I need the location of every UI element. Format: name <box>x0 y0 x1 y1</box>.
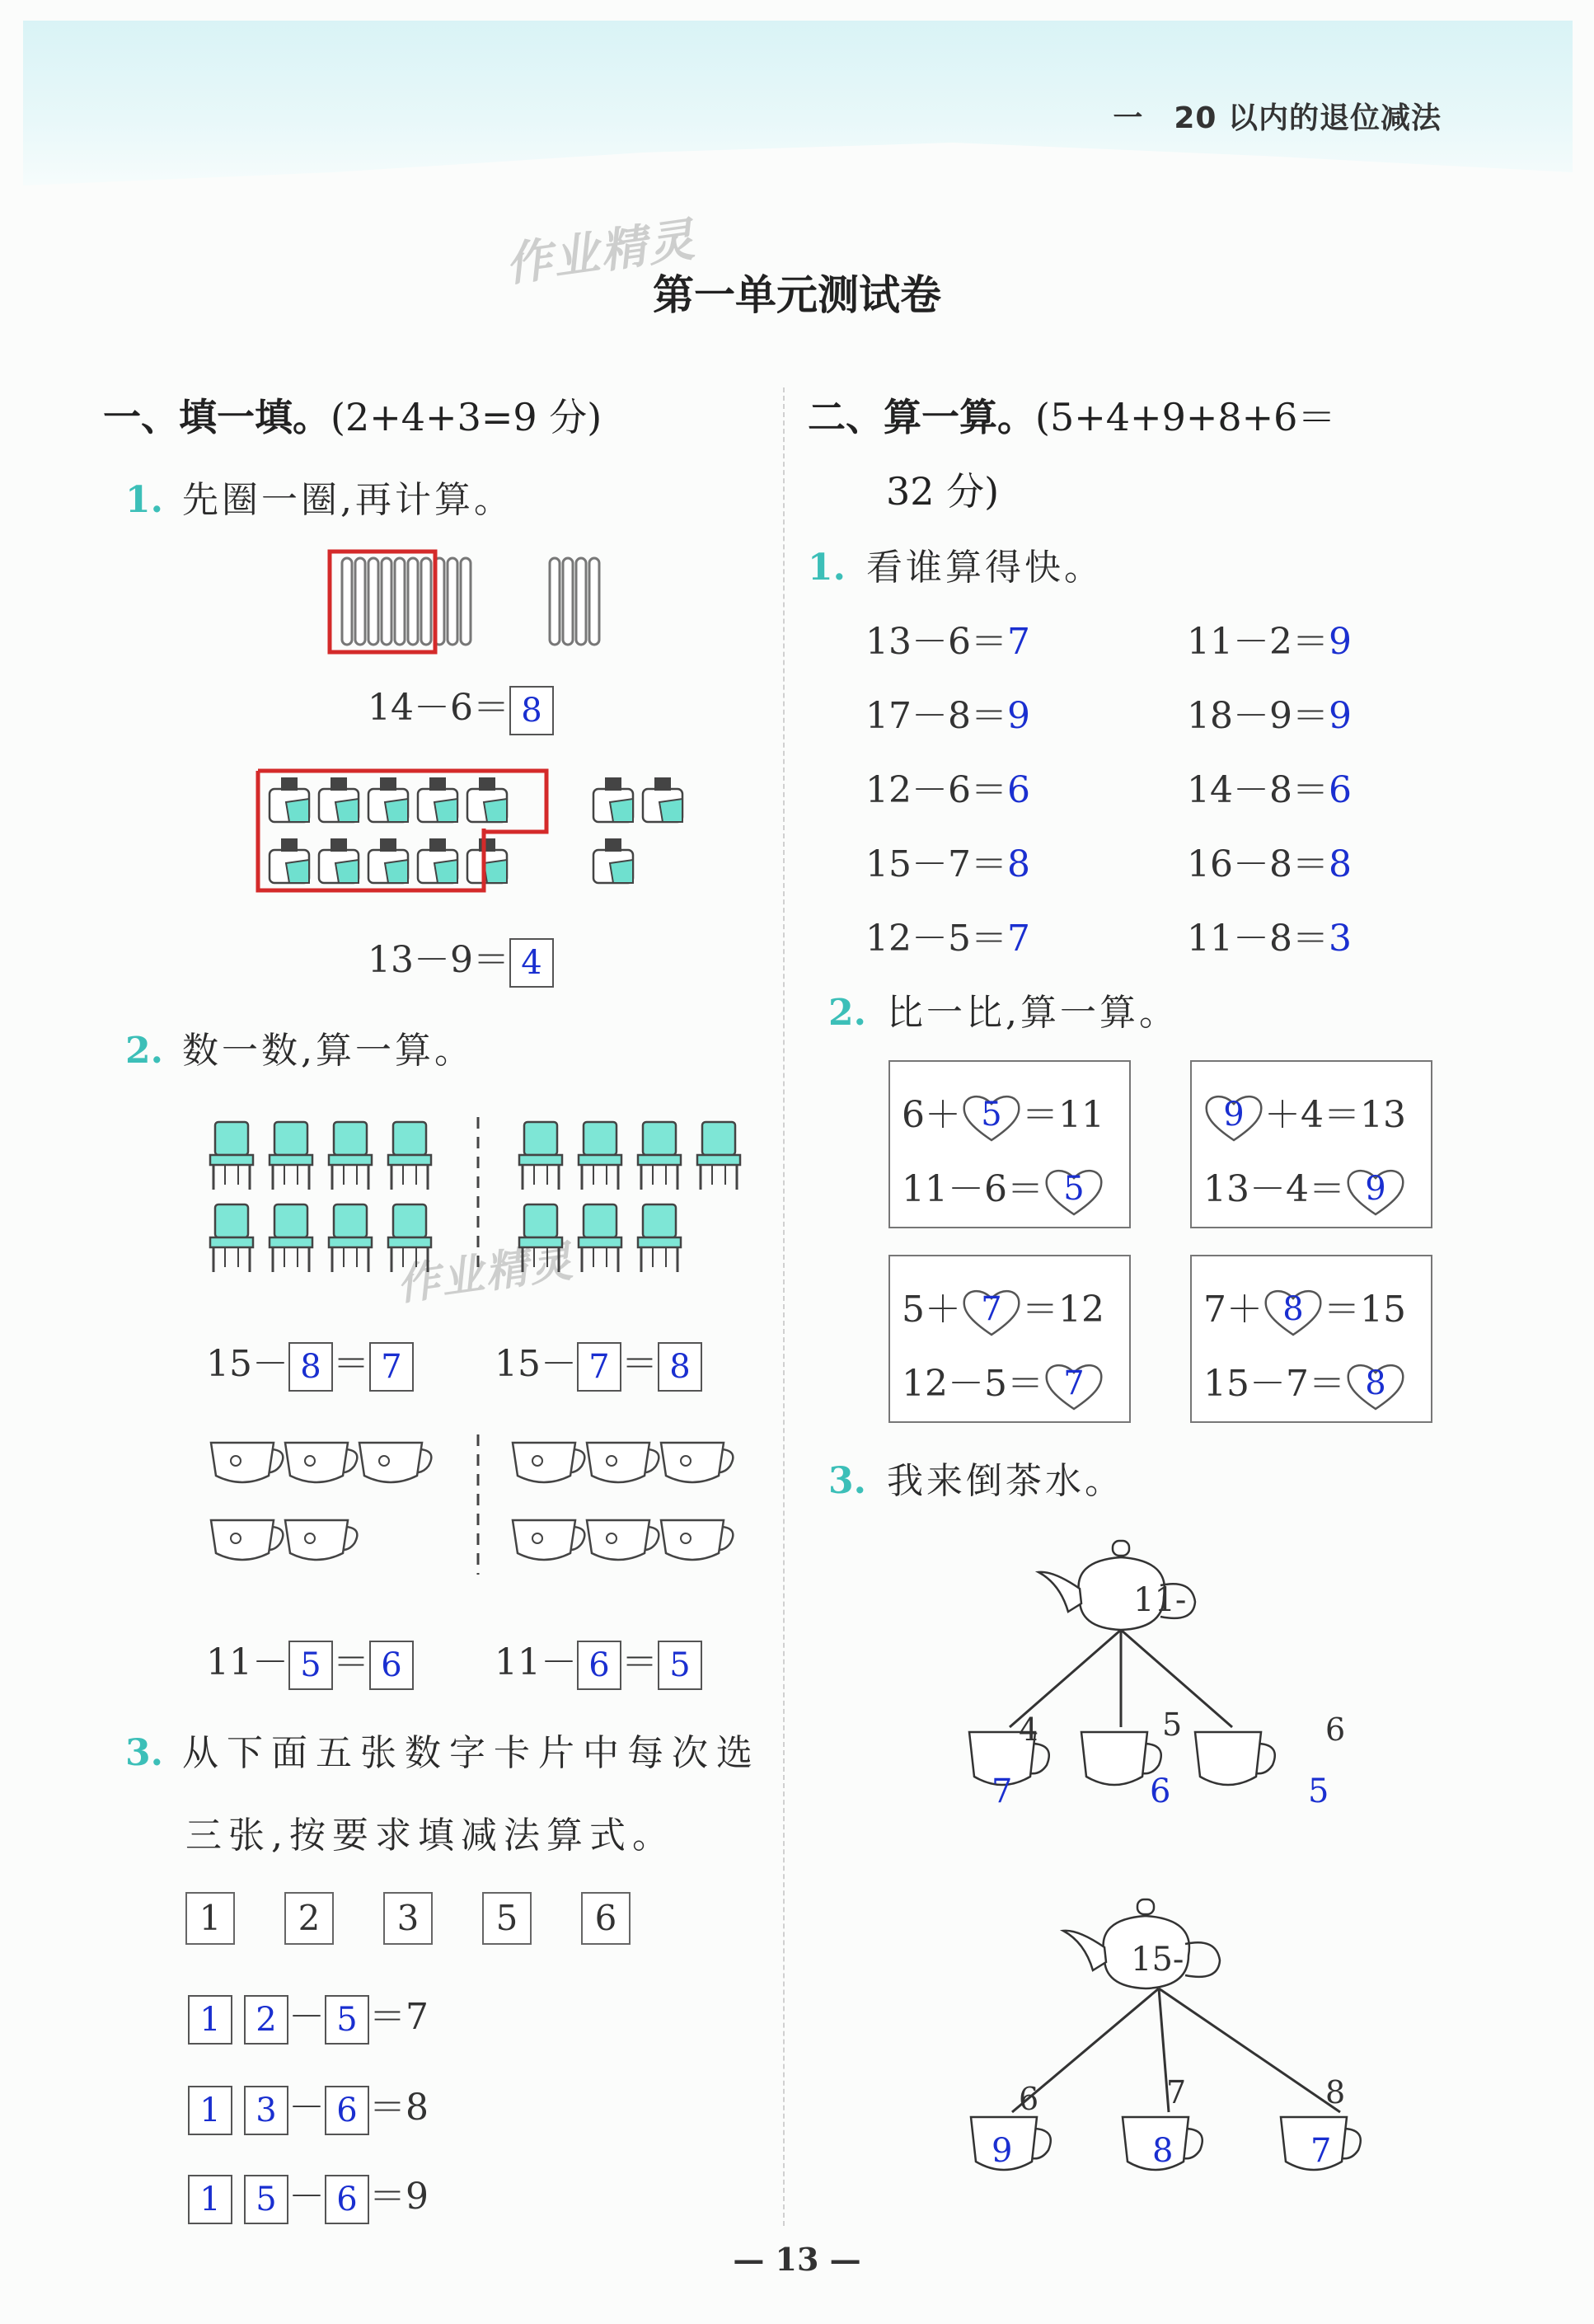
q2-prompt <box>125 1021 474 1073</box>
heart-answer[interactable] <box>1043 1361 1104 1412</box>
calc-row <box>1187 686 1352 739</box>
q1-equation-2 <box>368 930 554 988</box>
cup-answer: 5 <box>1308 1772 1329 1810</box>
compare-text: 7＋ <box>1203 1289 1263 1331</box>
teapot-1-label: 11- <box>1133 1581 1187 1619</box>
branch-label: 8 <box>1325 2074 1346 2110</box>
calc-right-answer: 8 <box>1328 843 1352 885</box>
cups-eq1-box-b[interactable]: 5 <box>288 1641 333 1690</box>
cups-eq2-box-c[interactable]: 5 <box>658 1641 702 1690</box>
cups-equation-2 <box>495 1632 702 1690</box>
calc-row <box>865 760 1030 813</box>
calc-left-expr: 12－6＝ <box>865 769 1007 811</box>
branch-label: 5 <box>1162 1707 1183 1743</box>
cups-eq1-op: ＝ <box>333 1641 369 1683</box>
cups-eq2-op: ＝ <box>621 1641 658 1683</box>
p2-q3-text: 我来倒茶水。 <box>887 1460 1125 1502</box>
heart-answer[interactable] <box>1345 1361 1406 1412</box>
part2-title: 二、算一算。 <box>808 395 1035 439</box>
card-equation-3 <box>188 2167 429 2224</box>
card-eq3-result: ＝9 <box>369 2176 429 2218</box>
unit-title: 第一单元测试卷 <box>653 271 941 319</box>
q3-prompt <box>125 1723 761 1776</box>
p2-q3-number: 3. <box>828 1460 866 1502</box>
p2-q3-prompt <box>828 1451 1124 1504</box>
part2-heading <box>808 387 1335 442</box>
q1-prompt <box>125 470 513 523</box>
compare-text: ＝15 <box>1324 1289 1406 1331</box>
calc-row <box>865 612 1030 664</box>
compare-text: 15－7＝ <box>1203 1363 1345 1405</box>
q2-number: 2. <box>125 1030 163 1072</box>
number-card: 6 <box>581 1892 631 1945</box>
compare-line <box>902 1159 1104 1218</box>
part2-score-line1: (5+4+9+8+6＝ <box>1035 395 1336 439</box>
calc-left-expr: 15－7＝ <box>865 843 1007 885</box>
card-eq3-subtrahend[interactable]: 6 <box>325 2175 369 2224</box>
heart-answer[interactable] <box>1043 1167 1104 1218</box>
card-eq1-result: ＝7 <box>369 1996 429 2038</box>
sticks-illustration <box>326 548 631 655</box>
q3-text-line2: 三张,按要求填减法算式。 <box>185 1815 675 1857</box>
calc-row <box>1187 612 1352 664</box>
compare-text: 5＋ <box>902 1289 961 1331</box>
calc-right-expr: 11－2＝ <box>1187 621 1329 663</box>
compare-text: ＝12 <box>1022 1289 1104 1331</box>
compare-text: ＋4＝13 <box>1264 1094 1406 1136</box>
q1-eq2-expr: 13－9＝ <box>368 939 509 981</box>
calc-right-answer: 3 <box>1328 918 1352 960</box>
calc-row <box>865 686 1030 739</box>
chairs-eq1-box-c[interactable]: 7 <box>369 1342 414 1392</box>
chairs-equation-2 <box>495 1334 702 1392</box>
chairs-eq2-box-b[interactable]: 7 <box>577 1342 621 1392</box>
column-divider <box>783 387 785 2226</box>
compare-line <box>902 1354 1104 1412</box>
heart-answer[interactable] <box>1263 1287 1324 1338</box>
q1-eq1-answer-box[interactable]: 8 <box>509 686 554 735</box>
calc-right-expr: 14－8＝ <box>1187 769 1329 811</box>
calc-right-answer: 9 <box>1328 695 1352 737</box>
card-eq1-digit2[interactable]: 2 <box>244 1995 288 2045</box>
chairs-eq2-op: ＝ <box>621 1343 658 1385</box>
calc-right-answer: 6 <box>1328 769 1352 811</box>
part2-score-line2: 32 分) <box>886 469 1000 514</box>
card-eq2-digit1[interactable]: 1 <box>188 2086 232 2135</box>
heart-answer[interactable] <box>961 1092 1022 1143</box>
card-eq2-result: ＝8 <box>369 2087 429 2129</box>
p2-q1-prompt <box>808 538 1104 590</box>
chairs-eq2-box-c[interactable]: 8 <box>658 1342 702 1392</box>
number-card: 5 <box>482 1892 532 1945</box>
heart-answer[interactable] <box>1203 1092 1264 1143</box>
calc-row <box>865 834 1030 887</box>
number-card: 3 <box>383 1892 433 1945</box>
card-eq3-minus: － <box>288 2176 325 2218</box>
compare-line <box>1203 1279 1406 1338</box>
compare-line <box>1203 1085 1406 1143</box>
p2-q1-number: 1. <box>808 547 846 589</box>
calc-left-expr: 13－6＝ <box>865 621 1007 663</box>
cups-eq2-a: 11－ <box>495 1641 577 1683</box>
calc-right-expr: 16－8＝ <box>1187 843 1329 885</box>
card-eq2-minus: － <box>288 2087 325 2129</box>
chairs-eq2-a: 15－ <box>495 1343 577 1385</box>
chairs-eq1-a: 15－ <box>206 1343 288 1385</box>
teapot-2-label: 15- <box>1131 1941 1184 1979</box>
heart-value: 5 <box>1063 1169 1085 1208</box>
compare-text: 11－6＝ <box>902 1168 1043 1210</box>
heart-value: 7 <box>981 1289 1002 1328</box>
q3-number: 3. <box>125 1732 163 1774</box>
card-equation-2 <box>188 2078 429 2135</box>
compare-box <box>1190 1255 1432 1423</box>
calc-left-expr: 17－8＝ <box>865 695 1007 737</box>
chairs-eq1-box-b[interactable]: 8 <box>288 1342 333 1392</box>
watermark: 作业精灵 <box>502 213 700 293</box>
calc-row <box>1187 760 1352 813</box>
number-card: 2 <box>284 1892 334 1945</box>
calc-left-answer: 6 <box>1006 769 1030 811</box>
calc-left-expr: 12－5＝ <box>865 918 1007 960</box>
cups-eq1-a: 11－ <box>206 1641 288 1683</box>
compare-text: 12－5＝ <box>902 1363 1043 1405</box>
part1-title: 一、填一填。 <box>103 395 331 439</box>
ink-bottles-illustration <box>251 763 713 903</box>
branch-label: 7 <box>1166 2074 1187 2110</box>
heart-value: 8 <box>1282 1289 1304 1328</box>
part1-score: (2+4+3=9 分) <box>331 395 602 439</box>
card-eq1-digit1[interactable]: 1 <box>188 1995 232 2045</box>
heart-answer[interactable] <box>961 1287 1022 1338</box>
branch-label: 6 <box>1019 2081 1039 2117</box>
cup-answer: 7 <box>1310 2132 1332 2170</box>
p2-q2-prompt <box>828 983 1179 1035</box>
calc-left-answer: 8 <box>1006 843 1030 885</box>
cup-answer: 9 <box>992 2132 1013 2170</box>
p2-q1-text: 看谁算得快。 <box>866 547 1104 589</box>
q1-number: 1. <box>125 479 163 521</box>
q2-text: 数一数,算一算。 <box>182 1030 475 1072</box>
calc-left-answer: 9 <box>1006 695 1030 737</box>
cups-eq2-box-b[interactable]: 6 <box>577 1641 621 1690</box>
calc-right-expr: 18－9＝ <box>1187 695 1329 737</box>
card-eq1-subtrahend[interactable]: 5 <box>325 1995 369 2045</box>
compare-box <box>888 1060 1131 1228</box>
cups-eq1-box-c[interactable]: 6 <box>369 1641 414 1690</box>
compare-text: ＝11 <box>1022 1094 1104 1136</box>
card-eq3-digit1[interactable]: 1 <box>188 2175 232 2224</box>
calc-row <box>1187 834 1352 887</box>
number-card: 1 <box>185 1892 235 1945</box>
number-cards <box>185 1892 680 1945</box>
calc-right-expr: 11－8＝ <box>1187 918 1329 960</box>
card-eq1-minus: － <box>288 1996 325 2038</box>
calc-left-answer: 7 <box>1006 621 1030 663</box>
chairs-eq1-op: ＝ <box>333 1343 369 1385</box>
card-eq3-digit2[interactable]: 5 <box>244 2175 288 2224</box>
card-equation-1 <box>188 1987 429 2045</box>
heart-value: 7 <box>1063 1364 1085 1402</box>
cups-equation-1 <box>206 1632 414 1690</box>
calc-left-answer: 7 <box>1006 918 1030 960</box>
branch-label: 4 <box>1019 1711 1039 1748</box>
q1-eq2-answer-box[interactable]: 4 <box>509 938 554 988</box>
q1-eq1-expr: 14－6＝ <box>368 687 509 729</box>
heart-answer[interactable] <box>1345 1167 1406 1218</box>
card-eq2-subtrahend[interactable]: 6 <box>325 2086 369 2135</box>
compare-line <box>1203 1354 1406 1412</box>
p2-q2-text: 比一比,算一算。 <box>887 992 1179 1034</box>
chairs-equation-1 <box>206 1334 414 1392</box>
cups-illustration <box>206 1434 750 1583</box>
heart-value: 9 <box>1365 1169 1386 1208</box>
compare-line <box>1203 1159 1406 1218</box>
compare-box <box>888 1255 1131 1423</box>
chairs-illustration <box>202 1117 746 1282</box>
card-eq2-digit2[interactable]: 3 <box>244 2086 288 2135</box>
branch-label: 6 <box>1325 1711 1346 1748</box>
part1-heading <box>103 387 602 442</box>
calc-right-answer: 9 <box>1328 621 1352 663</box>
heart-value: 5 <box>981 1095 1002 1134</box>
watermark-2: 作业精灵 <box>393 1237 577 1311</box>
chapter-title: 一 20 以内的退位减法 <box>1113 101 1442 135</box>
compare-text: 6＋ <box>902 1094 961 1136</box>
cup-answer: 6 <box>1150 1772 1171 1810</box>
compare-line <box>902 1279 1104 1338</box>
compare-line <box>902 1085 1104 1143</box>
p2-q2-number: 2. <box>828 992 866 1034</box>
q1-text: 先圈一圈,再计算。 <box>182 479 514 521</box>
compare-box <box>1190 1060 1432 1228</box>
calc-row <box>1187 908 1352 961</box>
q3-text-line1: 从下面五张数字卡片中每次选 <box>182 1732 762 1774</box>
heart-value: 8 <box>1365 1364 1386 1402</box>
calc-row <box>865 908 1030 961</box>
heart-value: 9 <box>1223 1095 1245 1134</box>
cup-answer: 8 <box>1152 2132 1174 2170</box>
page-number: — 13 — <box>733 2241 861 2278</box>
cup-answer: 7 <box>992 1772 1013 1810</box>
compare-text: 13－4＝ <box>1203 1168 1345 1210</box>
q1-equation-1 <box>368 678 554 735</box>
